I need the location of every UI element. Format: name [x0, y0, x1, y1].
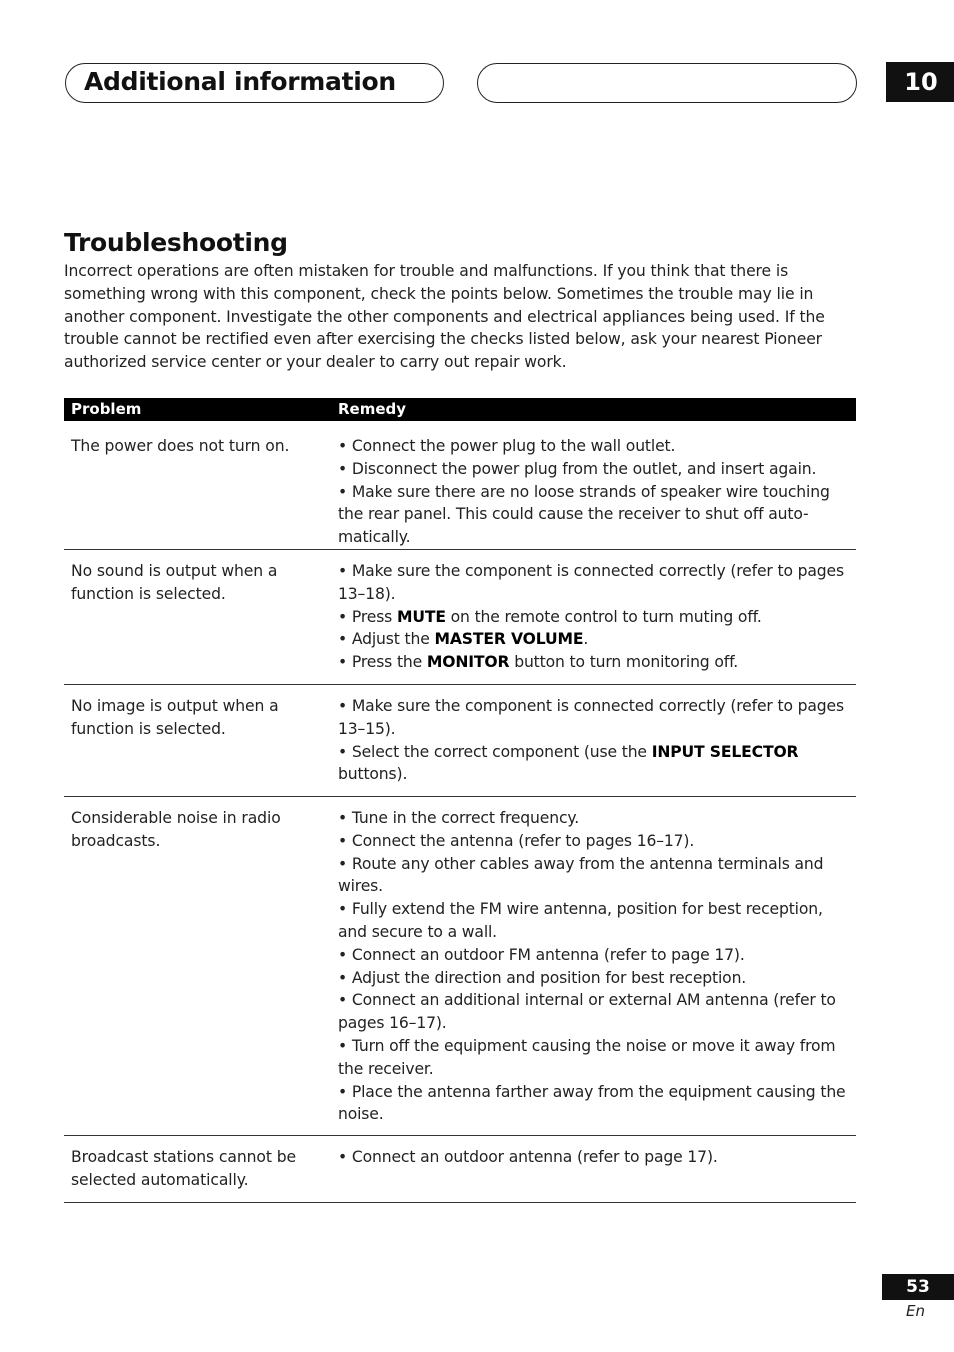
- remedy-text: • Make sure the component is connected correctly (refer to pages 13–15).: [338, 697, 844, 738]
- table-row: [64, 1136, 856, 1203]
- table-row: [64, 797, 856, 1136]
- remedy-text: • Adjust the: [338, 630, 435, 649]
- header-empty-pill: [477, 63, 857, 103]
- remedy-item: [338, 560, 856, 606]
- table-row: [64, 550, 856, 685]
- remedy-item: [338, 830, 856, 853]
- troubleshooting-table: [64, 398, 856, 1203]
- table-header: [64, 398, 856, 421]
- section-title: Troubleshooting: [64, 228, 288, 257]
- remedy-text: • Connect an outdoor antenna (refer to page 17).: [338, 1148, 718, 1166]
- remedy-text: • Turn off the equipment causing the noise or move it away from the receiver.: [338, 1036, 836, 1078]
- problem-cell: No sound is output when a function is selected.: [71, 562, 278, 603]
- remedy-cell: [338, 807, 856, 1126]
- column-header-remedy: Remedy: [338, 400, 407, 418]
- table-row: [64, 421, 856, 550]
- remedy-text: • Connect an additional internal or external AM antenna (refer to pages 16–17).: [338, 991, 836, 1033]
- remedy-cell: [338, 435, 856, 549]
- column-header-problem: Problem: [71, 400, 142, 418]
- remedy-item: [338, 898, 856, 944]
- remedy-item: [338, 853, 856, 899]
- remedy-item: [338, 628, 856, 651]
- remedy-text: .: [583, 630, 589, 649]
- remedy-item: [338, 741, 856, 787]
- remedy-item: [338, 1146, 856, 1169]
- remedy-control-name: INPUT SELECTOR: [651, 742, 799, 761]
- remedy-text: • Fully extend the FM wire antenna, position for best reception, and secure to a wall.: [338, 900, 823, 941]
- problem-cell: Broadcast stations cannot be selected automatically.: [71, 1148, 297, 1189]
- remedy-item: [338, 944, 856, 967]
- remedy-item: [338, 967, 856, 990]
- remedy-text: buttons).: [338, 765, 408, 784]
- page-language: En: [906, 1302, 925, 1320]
- remedy-text: • Connect an outdoor FM antenna (refer to page 17).: [338, 945, 745, 964]
- remedy-text: • Select the correct component (use the: [338, 742, 652, 761]
- remedy-item: [338, 989, 856, 1035]
- header-section-title: Additional information: [84, 67, 396, 96]
- remedy-text: • Place the antenna farther away from the equipment causing the noise.: [338, 1082, 846, 1124]
- remedy-text: • Connect the antenna (refer to pages 16–17).: [338, 831, 695, 850]
- remedy-item: [338, 695, 856, 741]
- remedy-cell: [338, 560, 856, 674]
- remedy-text: • Make sure there are no loose strands of speaker wire touching the rear panel. This could cause the receiver to shut off auto-matically.: [338, 482, 830, 547]
- remedy-text: • Route any other cables away from the antenna terminals and wires.: [338, 854, 824, 896]
- remedy-text: • Press: [338, 607, 397, 626]
- remedy-item: [338, 1081, 856, 1127]
- remedy-control-name: MASTER VOLUME: [434, 630, 584, 649]
- remedy-text: • Adjust the direction and position for best reception.: [338, 968, 747, 987]
- remedy-item: [338, 458, 856, 481]
- remedy-text: button to turn monitoring off.: [509, 653, 739, 672]
- chapter-number-badge: 10: [886, 62, 954, 102]
- remedy-text: on the remote control to turn muting off.: [445, 607, 762, 626]
- remedy-item: [338, 807, 856, 830]
- intro-paragraph: Incorrect operations are often mistaken for trouble and malfunctions. If you think that there is something wrong with this component, check the points below. Sometimes the trouble may lie in another component. Investigate the other components and electrical appliances being used. If the trouble cannot be rectified even after exercising the checks listed below, ask your nearest Pioneer authorized service center or your dealer to carry out repair work.: [64, 262, 825, 372]
- remedy-text: • Press the: [338, 653, 427, 672]
- remedy-item: [338, 1035, 856, 1081]
- remedy-cell: [338, 695, 856, 786]
- remedy-cell: [338, 1146, 856, 1169]
- remedy-text: • Make sure the component is connected correctly (refer to pages 13–18).: [338, 562, 844, 603]
- remedy-text: • Connect the power plug to the wall outlet.: [338, 437, 676, 455]
- remedy-item: [338, 481, 856, 549]
- page-number-badge: 53: [882, 1274, 954, 1300]
- table-row: [64, 685, 856, 797]
- remedy-control-name: MUTE: [396, 607, 446, 626]
- remedy-item: [338, 606, 856, 629]
- problem-cell: Considerable noise in radio broadcasts.: [71, 809, 281, 850]
- remedy-item: [338, 435, 856, 458]
- remedy-text: • Disconnect the power plug from the outlet, and insert again.: [338, 459, 817, 478]
- remedy-control-name: MONITOR: [426, 653, 510, 672]
- remedy-item: [338, 651, 856, 674]
- remedy-text: • Tune in the correct frequency.: [338, 809, 580, 827]
- problem-cell: No image is output when a function is selected.: [71, 697, 279, 738]
- problem-cell: The power does not turn on.: [71, 437, 290, 455]
